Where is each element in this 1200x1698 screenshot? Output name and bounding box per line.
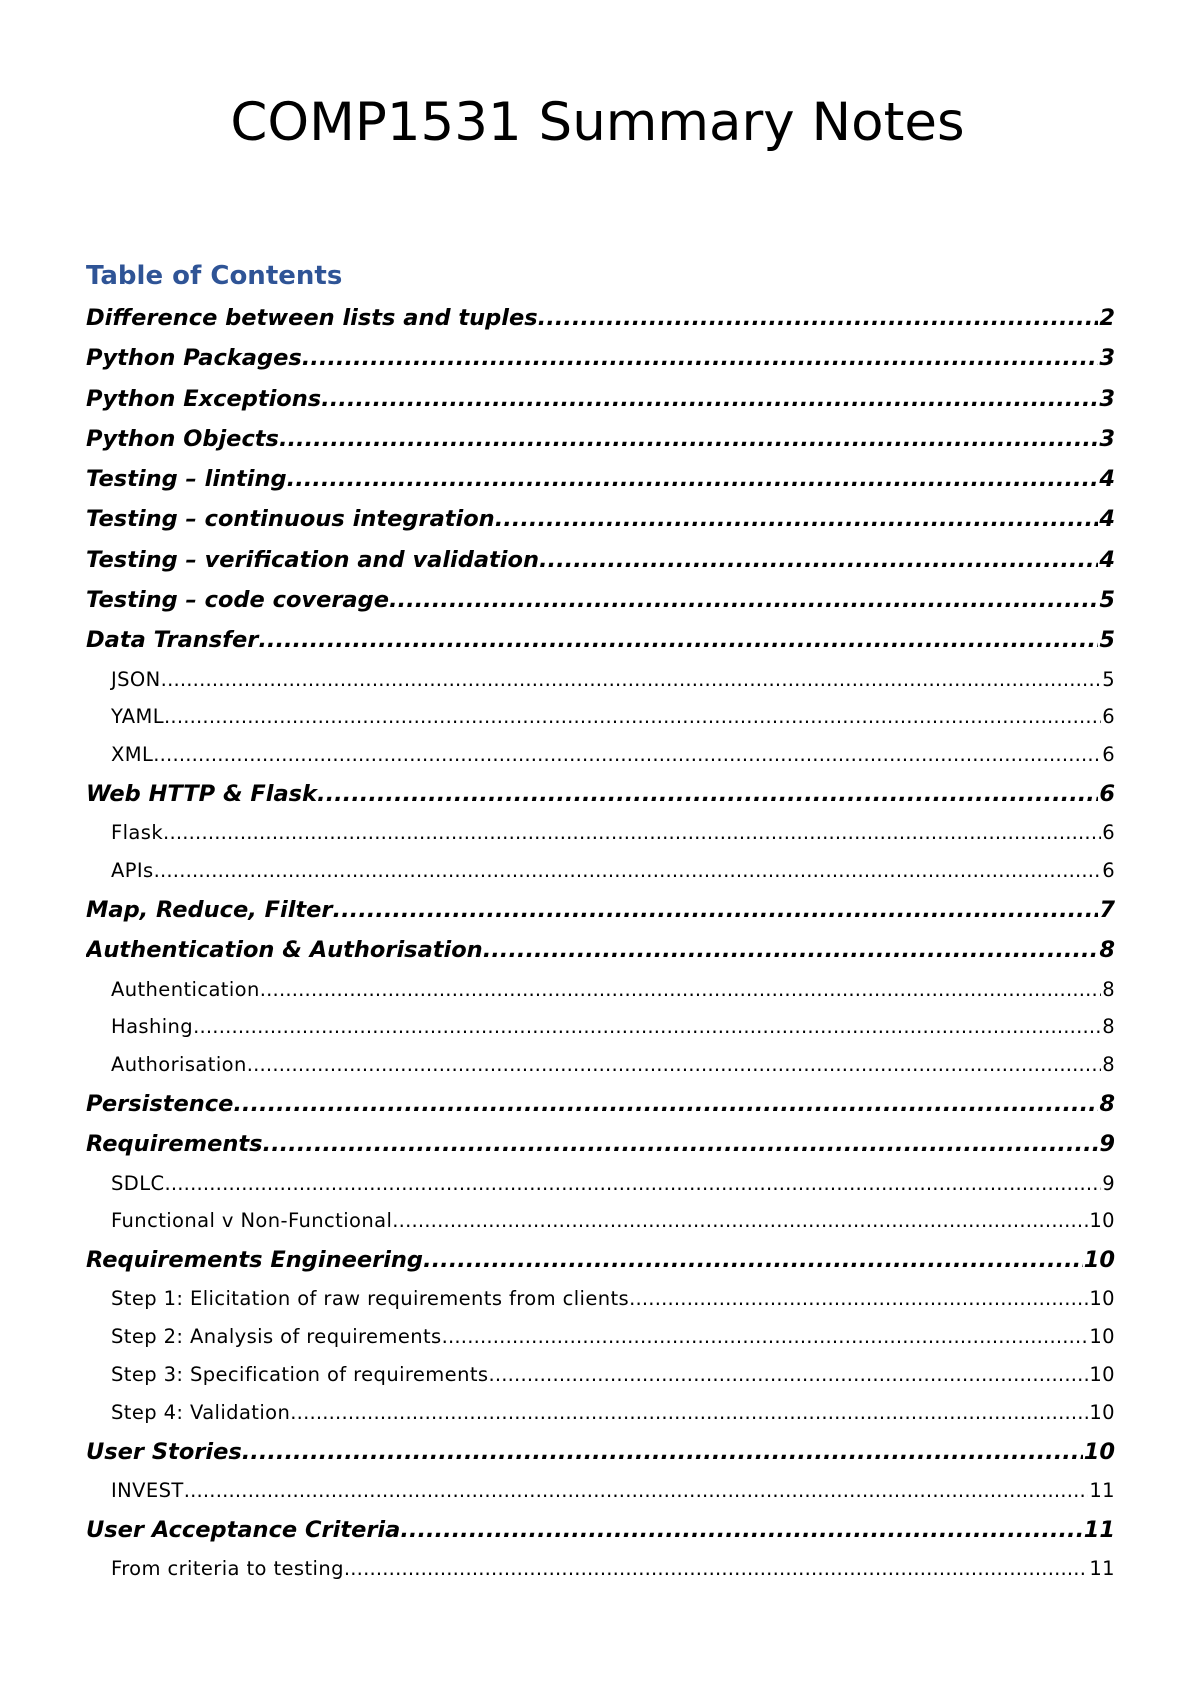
toc-dot-leader <box>442 1318 1089 1356</box>
toc-page-number: 3 <box>1099 385 1115 412</box>
toc-entry-title: Web HTTP & Flask <box>86 781 318 808</box>
toc-entry-title: JSON <box>111 667 161 691</box>
toc-entry-title: Authorisation <box>111 1053 247 1077</box>
toc-dot-leader <box>333 890 1099 930</box>
toc-subentry[interactable] <box>86 1394 1115 1432</box>
toc-entry[interactable] <box>86 459 1115 499</box>
toc-subentry[interactable] <box>86 661 1115 699</box>
toc-subentry[interactable] <box>86 1356 1115 1394</box>
toc-entry[interactable] <box>86 1510 1115 1550</box>
toc-entry[interactable] <box>86 379 1115 419</box>
toc-dot-leader <box>392 1202 1088 1240</box>
toc-page-number: 9 <box>1099 1131 1115 1158</box>
toc-entry-title: YAML <box>111 705 165 729</box>
toc-dot-leader <box>263 1124 1099 1164</box>
toc-subentry[interactable] <box>86 971 1115 1009</box>
toc-entry[interactable] <box>86 580 1115 620</box>
toc-page-number: 5 <box>1099 587 1115 614</box>
toc-page-number: 8 <box>1102 1053 1115 1077</box>
toc-entry[interactable] <box>86 890 1115 930</box>
toc-subentry[interactable] <box>86 1550 1115 1588</box>
toc-entry-title: Requirements Engineering <box>86 1247 424 1274</box>
toc-dot-leader <box>483 930 1099 970</box>
toc-subentry[interactable] <box>86 1280 1115 1318</box>
toc-entry[interactable] <box>86 499 1115 539</box>
toc-entry-title: Authentication & Authorisation <box>86 937 483 964</box>
document-title: COMP1531 Summary Notes <box>230 92 965 153</box>
toc-entry-title: Step 4: Validation <box>111 1400 291 1424</box>
toc-page-number: 11 <box>1089 1478 1115 1502</box>
toc-dot-leader <box>400 1510 1082 1550</box>
toc-entry-title: APIs <box>111 859 154 883</box>
toc-entry-title: Data Transfer <box>86 627 259 654</box>
toc-dot-leader <box>247 1046 1101 1084</box>
toc-page-number: 10 <box>1089 1400 1115 1424</box>
toc-page-number: 5 <box>1102 667 1115 691</box>
toc-entry-title: Difference between lists and tuples <box>86 305 538 331</box>
toc-entry-title: Testing – code coverage <box>86 587 389 614</box>
toc-dot-leader <box>290 1394 1088 1432</box>
toc-heading: Table of Contents <box>86 261 343 291</box>
toc-entry[interactable] <box>86 1124 1115 1164</box>
toc-dot-leader <box>538 298 1099 338</box>
toc-subentry[interactable] <box>86 1008 1115 1046</box>
toc-dot-leader <box>302 338 1099 378</box>
toc-dot-leader <box>317 774 1098 814</box>
toc-dot-leader <box>164 698 1101 736</box>
toc-page-number: 2 <box>1099 305 1115 331</box>
toc-subentry[interactable] <box>86 1202 1115 1240</box>
toc-dot-leader <box>287 459 1099 499</box>
toc-page-number: 10 <box>1089 1325 1115 1349</box>
toc-page-number: 8 <box>1102 1015 1115 1039</box>
toc-entry-title: Python Exceptions <box>86 385 322 412</box>
toc-entry-title: Hashing <box>111 1015 194 1039</box>
toc-entry-title: Step 1: Elicitation of raw requirements from clients <box>111 1287 630 1311</box>
toc-page-number: 6 <box>1102 743 1115 767</box>
toc-entry[interactable] <box>86 1432 1115 1472</box>
toc-dot-leader <box>321 379 1098 419</box>
toc-entry-title: Authentication <box>111 977 260 1001</box>
toc-dot-leader <box>423 1240 1083 1280</box>
toc-subentry[interactable] <box>86 736 1115 774</box>
toc-entry-title: SDLC <box>111 1171 165 1195</box>
toc-entry-title: Persistence <box>86 1090 234 1117</box>
toc-entry-title: Step 2: Analysis of requirements <box>111 1325 442 1349</box>
toc-entry[interactable] <box>86 1240 1115 1280</box>
toc-dot-leader <box>154 852 1102 890</box>
toc-subentry[interactable] <box>86 1472 1115 1510</box>
toc-page-number: 6 <box>1102 821 1115 845</box>
toc-dot-leader <box>153 736 1101 774</box>
toc-page-number: 8 <box>1099 1090 1115 1117</box>
toc-entry-title: Step 3: Specification of requirements <box>111 1363 489 1387</box>
toc-entry[interactable] <box>86 930 1115 970</box>
toc-page-number: 10 <box>1089 1209 1115 1233</box>
toc-page-number: 8 <box>1099 937 1115 964</box>
toc-page-number: 10 <box>1089 1363 1115 1387</box>
toc-entry-title: Testing – linting <box>86 466 287 493</box>
toc-page-number: 5 <box>1099 627 1115 654</box>
toc-subentry[interactable] <box>86 1165 1115 1203</box>
toc-page-number: 11 <box>1083 1516 1115 1543</box>
toc-page-number: 10 <box>1083 1438 1115 1465</box>
table-of-contents <box>86 298 1115 1588</box>
toc-dot-leader <box>495 499 1099 539</box>
toc-entry-title: User Stories <box>86 1438 242 1465</box>
toc-dot-leader <box>539 540 1098 580</box>
toc-page-number: 4 <box>1099 546 1115 573</box>
toc-page-number: 3 <box>1099 425 1115 452</box>
toc-entry-title: Requirements <box>86 1131 263 1158</box>
toc-page-number: 6 <box>1102 705 1115 729</box>
toc-entry-title: XML <box>111 743 154 767</box>
toc-dot-leader <box>184 1472 1089 1510</box>
toc-dot-leader <box>629 1280 1088 1318</box>
toc-dot-leader <box>389 580 1098 620</box>
toc-dot-leader <box>279 419 1098 459</box>
toc-dot-leader <box>164 1165 1101 1203</box>
toc-dot-leader <box>344 1550 1089 1588</box>
toc-dot-leader <box>488 1356 1088 1394</box>
toc-page-number: 6 <box>1099 781 1115 808</box>
toc-entry-title: Python Packages <box>86 345 302 372</box>
toc-dot-leader <box>163 814 1101 852</box>
toc-page-number: 9 <box>1102 1171 1115 1195</box>
toc-entry-title: User Acceptance Criteria <box>86 1516 401 1543</box>
toc-subentry[interactable] <box>86 1318 1115 1356</box>
toc-entry[interactable] <box>86 338 1115 378</box>
toc-page-number: 3 <box>1099 345 1115 372</box>
toc-page-number: 7 <box>1099 896 1115 923</box>
toc-entry[interactable] <box>86 1084 1115 1124</box>
toc-dot-leader <box>161 661 1102 699</box>
toc-entry-title: Map, Reduce, Filter <box>86 896 333 923</box>
toc-entry-title: Python Objects <box>86 425 279 452</box>
toc-entry-title: Functional v Non-Functional <box>111 1209 393 1233</box>
toc-entry-title: Flask <box>111 821 164 845</box>
toc-entry[interactable] <box>86 419 1115 459</box>
toc-entry[interactable] <box>86 298 1115 338</box>
toc-page-number: 11 <box>1089 1557 1115 1580</box>
toc-dot-leader <box>260 971 1101 1009</box>
toc-page-number: 10 <box>1089 1287 1115 1311</box>
toc-dot-leader <box>258 620 1098 660</box>
toc-page-number: 10 <box>1083 1247 1115 1274</box>
toc-page-number: 4 <box>1099 506 1115 533</box>
toc-dot-leader <box>233 1084 1098 1124</box>
toc-entry[interactable] <box>86 540 1115 580</box>
toc-entry[interactable] <box>86 620 1115 660</box>
toc-page-number: 8 <box>1102 977 1115 1001</box>
toc-entry-title: Testing – verification and validation <box>86 546 539 573</box>
toc-subentry[interactable] <box>86 698 1115 736</box>
toc-subentry[interactable] <box>86 852 1115 890</box>
toc-entry-title: From criteria to testing <box>111 1557 344 1580</box>
toc-dot-leader <box>242 1432 1083 1472</box>
toc-entry-title: INVEST <box>111 1478 184 1502</box>
toc-page-number: 6 <box>1102 859 1115 883</box>
toc-page-number: 4 <box>1099 466 1115 493</box>
toc-dot-leader <box>193 1008 1101 1046</box>
toc-entry-title: Testing – continuous integration <box>86 506 495 533</box>
toc-subentry[interactable] <box>86 814 1115 852</box>
toc-subentry[interactable] <box>86 1046 1115 1084</box>
toc-entry[interactable] <box>86 774 1115 814</box>
